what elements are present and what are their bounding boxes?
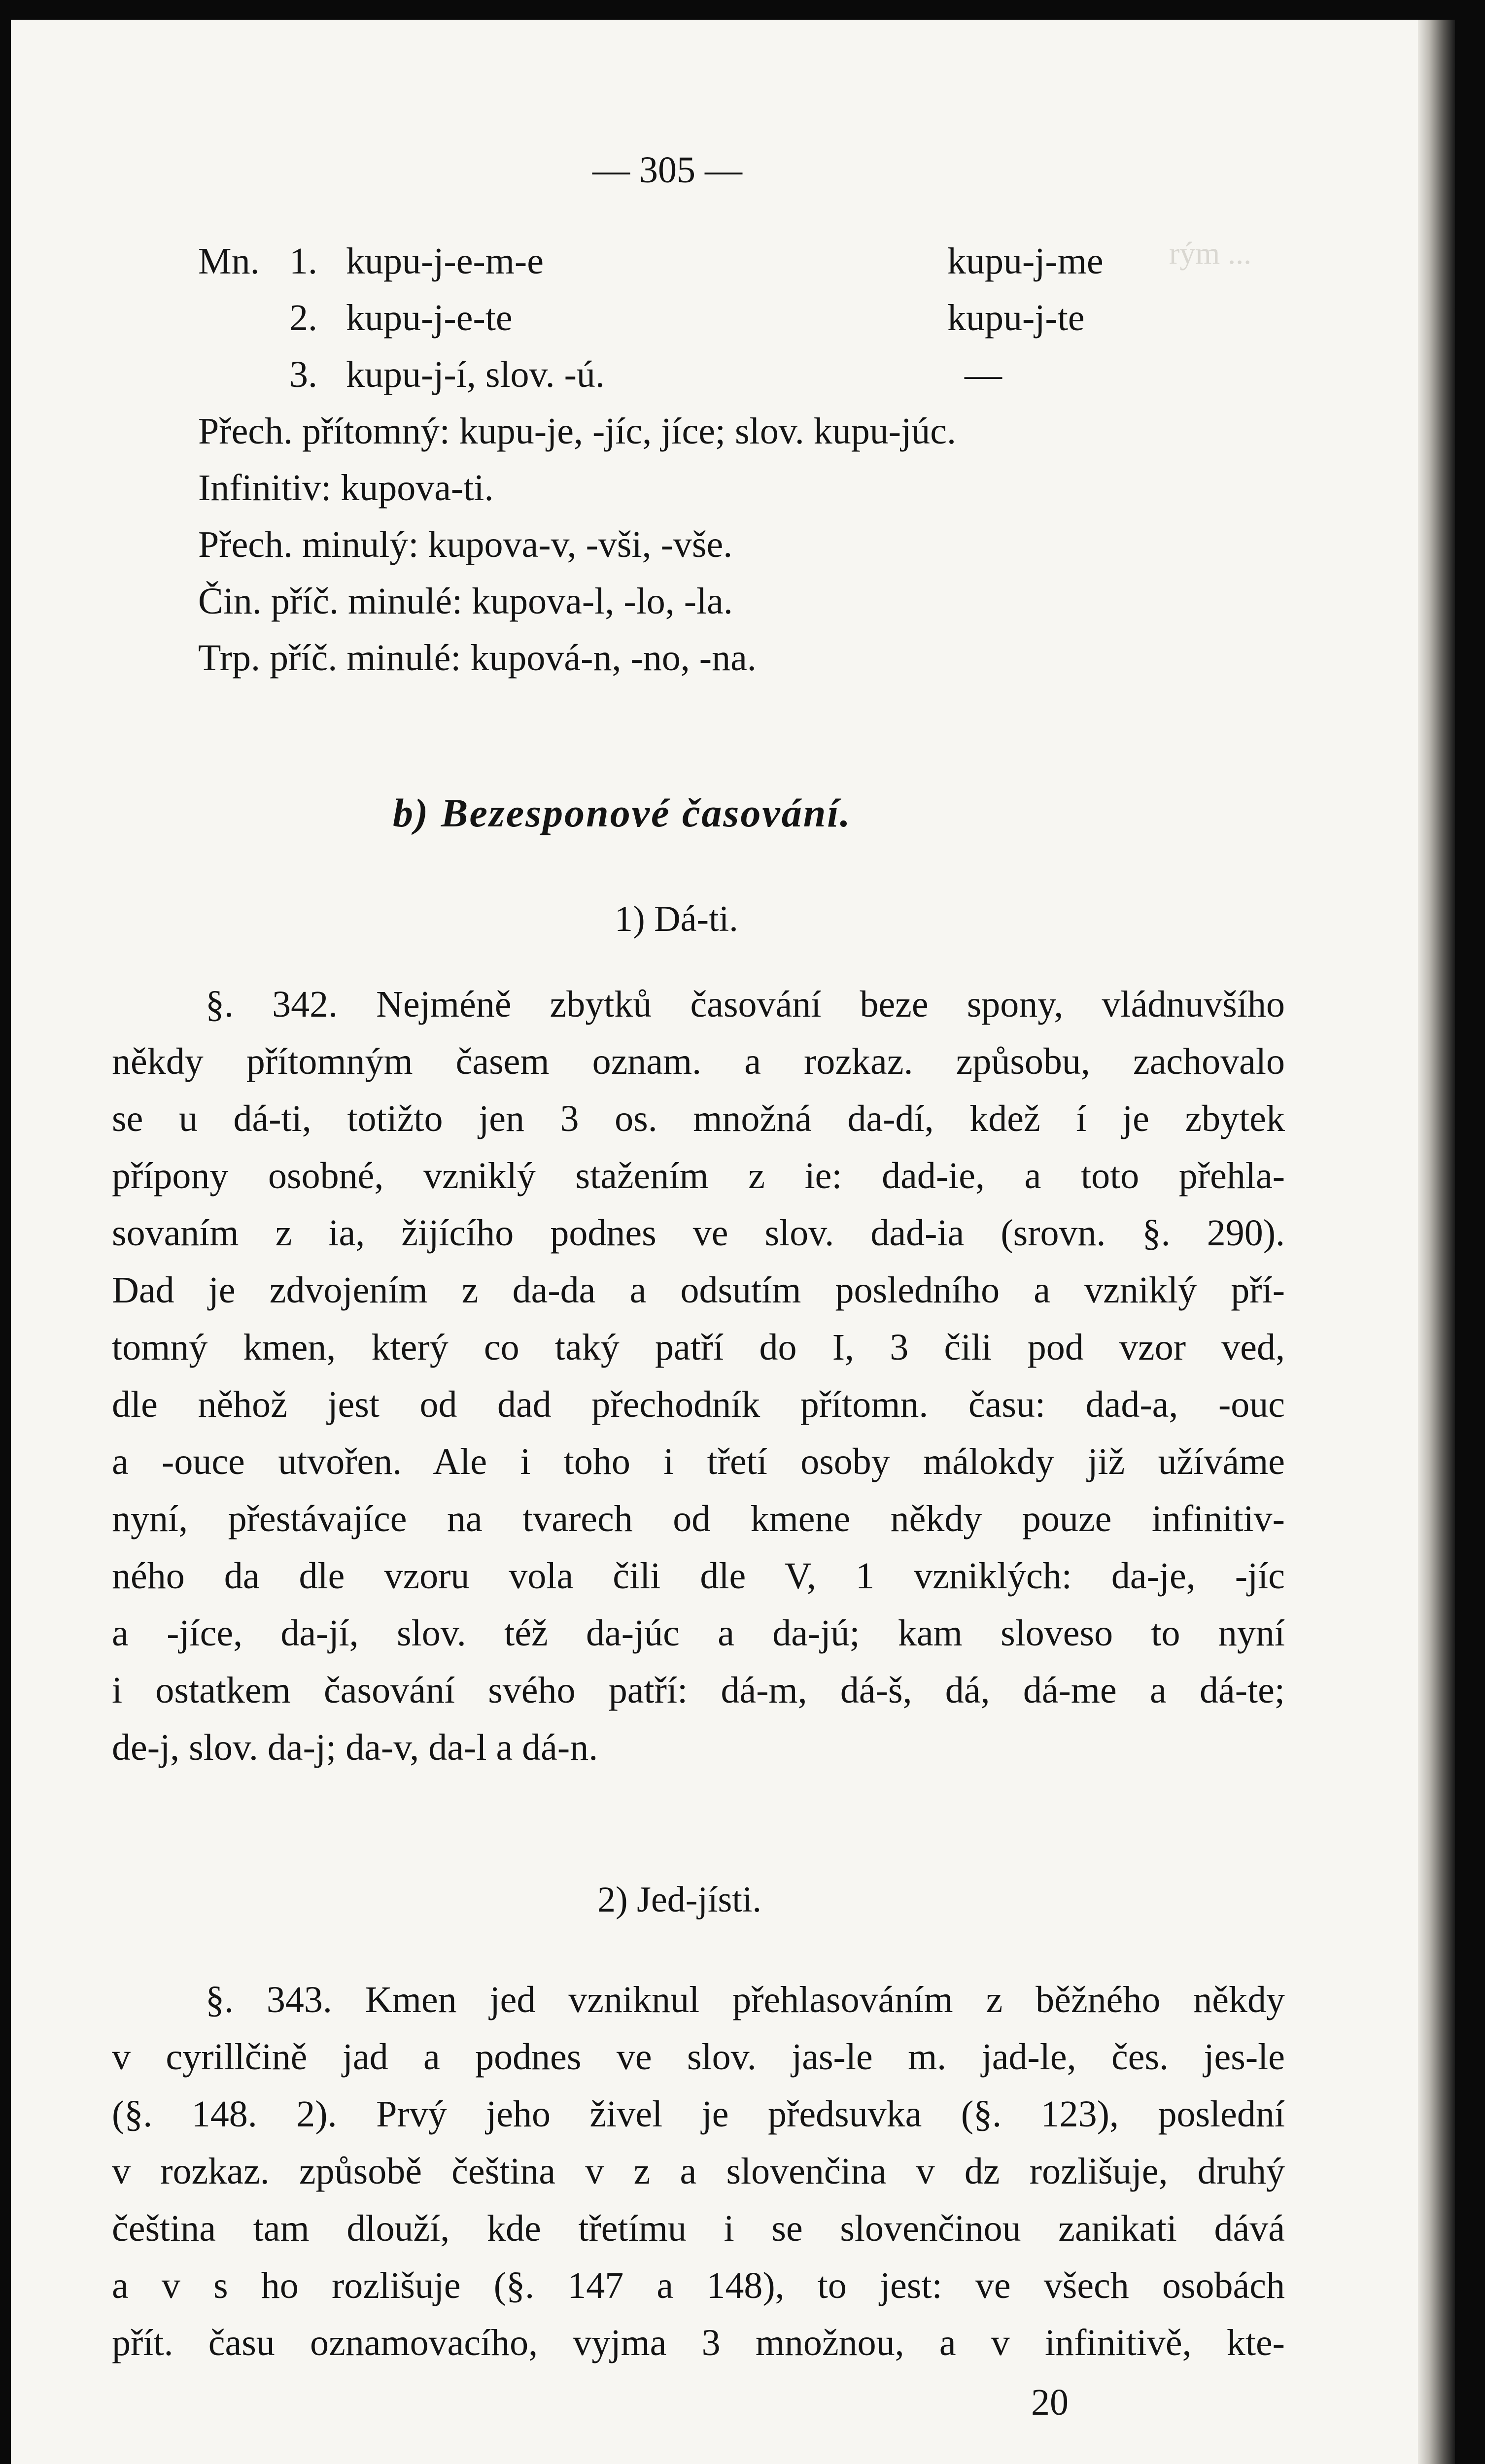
bleed-through-text: rým ...: [1169, 236, 1252, 271]
text-line: sovaním z ia, žijícího podnes ve slov. dad-ia (srovn. §. 290).: [112, 1212, 1285, 1254]
conj-num: 2.: [289, 297, 317, 339]
text-line: ného da dle vzoru vola čili dle V, 1 vzniklých: da-je, -jíc: [112, 1555, 1285, 1597]
text-line: a -jíce, da-jí, slov. též da-júc a da-jú; kam sloveso to nyní: [112, 1612, 1285, 1654]
conj-label: Mn.: [198, 240, 260, 282]
text-line: Dad je zdvojením z da-da a odsutím posledního a vzniklý pří-: [112, 1269, 1285, 1311]
text-line: nyní, přestávajíce na tvarech od kmene někdy pouze infinitiv-: [112, 1498, 1285, 1540]
conj-num: 1.: [289, 240, 317, 282]
participle-line: Trp. příč. minulé: kupová-n, -no, -na.: [198, 637, 757, 679]
subsection-heading: 2) Jed-jísti.: [597, 1880, 761, 1920]
text-line: čeština tam dlouží, kde třetímu i se slovenčinou zanikati dává: [112, 2208, 1285, 2249]
text-line: se u dá-ti, totižto jen 3 os. množná da-dí, kdež í je zbytek: [112, 1098, 1285, 1139]
text-line: §. 342. Nejméně zbytků časování beze spony, vládnuvšího: [206, 984, 1285, 1025]
text-line: dle něhož jest od dad přechodník přítomn. času: dad-a, -ouc: [112, 1384, 1285, 1425]
conj-num: 3.: [289, 354, 317, 395]
signature-mark: 20: [1031, 2382, 1069, 2423]
section-heading: b) Bezesponové časování.: [393, 790, 852, 835]
book-page: [11, 20, 1455, 2464]
conj-alt: kupu-j-te: [947, 297, 1085, 339]
text-line: a v s ho rozlišuje (§. 147 a 148), to jest: ve všech osobách: [112, 2265, 1285, 2306]
text-line: v rozkaz. způsobě čeština v z a slovenčina v dz rozlišuje, druhý: [112, 2151, 1285, 2192]
paragraph-342: [112, 976, 1285, 1776]
conj-form: kupu-j-í, slov. -ú.: [346, 354, 605, 395]
text-line: a -ouce utvořen. Ale i toho i třetí osoby málokdy již užíváme: [112, 1441, 1285, 1482]
text-line: §. 343. Kmen jed vzniknul přehlasováním z běžného někdy: [206, 1979, 1285, 2020]
text-line: přípony osobné, vzniklý stažením z ie: dad-ie, a toto přehla-: [112, 1155, 1285, 1197]
participle-line: Čin. příč. minulé: kupova-l, -lo, -la.: [198, 581, 733, 622]
text-line: de-j, slov. da-j; da-v, da-l a dá-n.: [112, 1727, 598, 1768]
page-header: — 305 —: [592, 149, 742, 191]
text-line: (§. 148. 2). Prvý jeho živel je předsuvka (§. 123), poslední: [112, 2093, 1285, 2135]
text-line: tomný kmen, který co taký patří do I, 3 čili pod vzor ved,: [112, 1327, 1285, 1368]
conj-form: kupu-j-e-m-e: [346, 240, 544, 282]
conj-alt: kupu-j-me: [947, 240, 1104, 282]
text-line: přít. času oznamovacího, vyjma 3 množnou, a v infinitivě, kte-: [112, 2322, 1285, 2363]
page-text: [11, 20, 1455, 2464]
text-line: v cyrillčině jad a podnes ve slov. jas-le m. jad-le, čes. jes-le: [112, 2036, 1285, 2078]
text-line: i ostatkem časování svého patří: dá-m, dá-š, dá, dá-me a dá-te;: [112, 1670, 1285, 1711]
text-line: někdy přítomným časem oznam. a rozkaz. způsobu, zachovalo: [112, 1041, 1285, 1082]
conj-form: kupu-j-e-te: [346, 297, 513, 339]
participle-line: Přech. minulý: kupova-v, -vši, -vše.: [198, 524, 733, 565]
conj-alt: —: [965, 354, 1002, 395]
subsection-heading: 1) Dá-ti.: [615, 899, 738, 939]
paragraph-343: [112, 1971, 1285, 2371]
participle-line: Infinitiv: kupova-ti.: [198, 467, 494, 509]
participle-line: Přech. přítomný: kupu-je, -jíc, jíce; slov. kupu-júc.: [198, 411, 956, 452]
